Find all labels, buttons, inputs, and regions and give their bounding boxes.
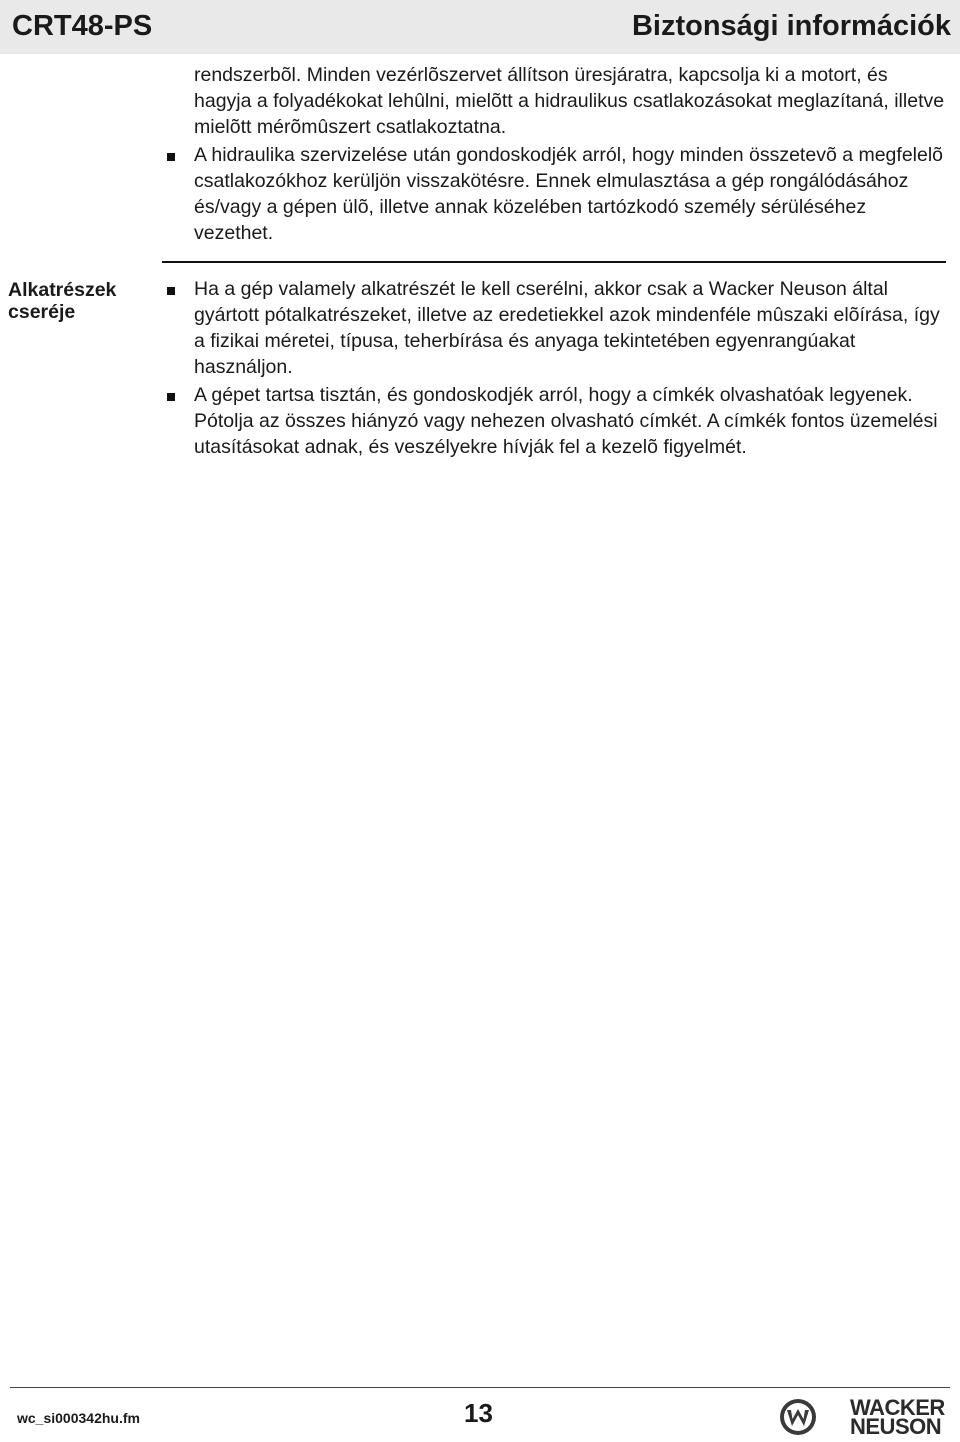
brand-logo-text <box>850 1395 945 1439</box>
bullet-marker <box>167 153 175 161</box>
footer-divider <box>10 1387 950 1388</box>
page-number: 13 <box>464 1398 493 1428</box>
bullet-marker <box>167 287 175 295</box>
section-title: Biztonsági információk <box>631 10 951 42</box>
section-heading: Alkatrészek cseréje <box>8 279 117 323</box>
bullet-hydraulics: A hidraulika szervizelése után gondoskodjék arról, hogy minden összetevõ a megfelelõ csatlakozókhoz kerüljön visszakötésre. Ennek elmulasztása a gép rongálódásához és/vagy a gépen ülõ, illetve annak közelében tartózkodó személy sérüléséhez vezethet. <box>194 144 944 244</box>
bullet-marker <box>167 393 175 401</box>
model-title: CRT48-PS <box>12 10 153 42</box>
page-header <box>0 0 960 54</box>
footer-filename: wc_si000342hu.fm <box>17 1410 140 1426</box>
bullet-labels: A gépet tartsa tisztán, és gondoskodjék arról, hogy a címkék olvashatóak legyenek. Pótolja az összes hiányzó vagy nehezen olvasható címkét. A címkék fontos üzemelési utasításokat adnak, és veszélyekre hívják fel a kezelõ figyelmét. <box>194 384 938 458</box>
section-divider <box>162 261 946 263</box>
continuation-paragraph: rendszerbõl. Minden vezérlõszervet állítson üresjáratra, kapcsolja ki a motort, és hagyja a folyadékokat lehûlni, mielõtt a hidraulikus csatlakozásokat meglazítaná, illetve mielõtt mérõmûszert csatlakoztatna. <box>194 64 945 138</box>
bullet-parts: Ha a gép valamely alkatrészét le kell cserélni, akkor csak a Wacker Neuson által gyártott pótalkatrészeket, illetve az eredetiekkel azok mindenféle mûszaki elõírása, így a fizikai méretei, típusa, teherbírása és anyaga tekintetében egyenrangúakat használjon. <box>194 278 940 378</box>
logo-line2: NEUSON <box>850 1414 942 1439</box>
wacker-neuson-logo-icon <box>779 1398 817 1436</box>
logo-line1: WACKER <box>850 1395 945 1420</box>
